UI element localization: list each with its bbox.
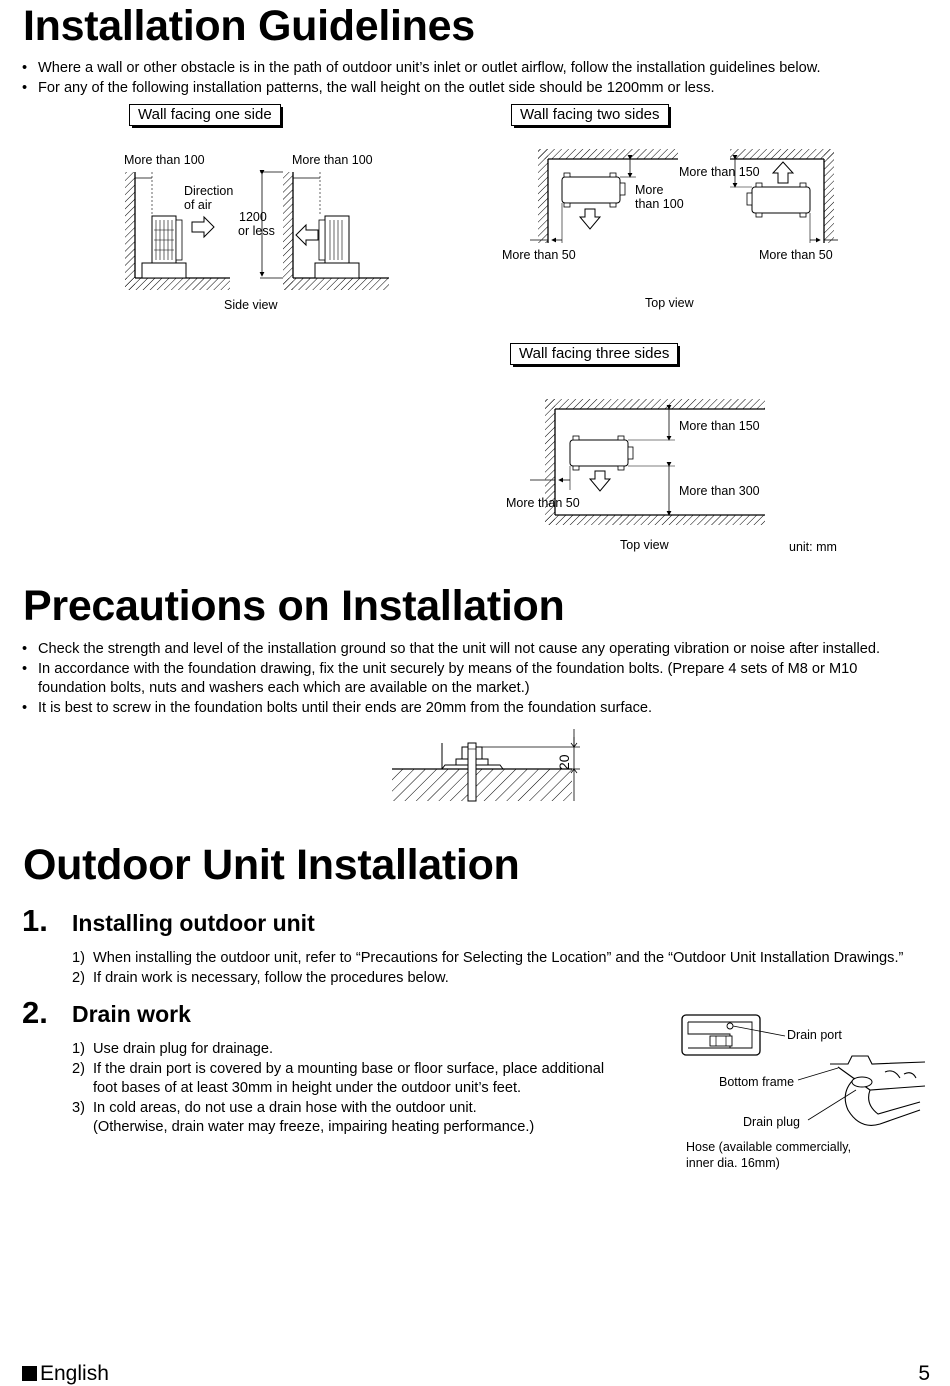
step-1-number: 1. [22,903,48,938]
outdoor-unit-top-three [570,436,633,470]
two-sides-top-150: More than 150 [679,165,760,179]
list-item: 2) If drain work is necessary, follow the procedures below. [72,969,449,986]
outdoor-unit-left [142,216,186,278]
wall-one-side-label: Wall facing one side [129,104,281,126]
drain-plug-label: Drain plug [743,1115,800,1129]
wall-two-sides-diagram [530,145,840,250]
wall-two-sides-label: Wall facing two sides [511,104,669,126]
outdoor-unit-top-right [747,183,810,217]
list-item: 2) If the drain port is covered by a mounting base or floor surface, place additional foot bases of at least 30mm in height under the outdoor unit’s feet. [72,1060,605,1096]
square-icon [22,1366,37,1381]
hose-label-2: inner dia. 16mm) [686,1156,780,1170]
drain-port-label: Drain port [787,1028,842,1042]
precautions-title: Precautions on Installation [23,582,565,630]
page-number: 5 [918,1362,930,1385]
list-item: 1) Use drain plug for drainage. [72,1041,274,1057]
two-sides-right-50: More than 50 [759,248,833,262]
two-sides-left-50: More than 50 [502,248,576,262]
list-item: 1) When installing the outdoor unit, refer to “Precautions for Selecting the Location” and the “Outdoor Unit Installation Drawings.” [72,950,904,966]
step-1-list [72,949,903,988]
side-view-caption: Side view [224,298,278,312]
wall-three-sides-label: Wall facing three sides [510,343,678,365]
three-sides-front-300: More than 300 [679,484,760,498]
list-item: 3) In cold areas, do not use a drain hose with the outdoor unit. (Otherwise, drain water may freeze, impairing heating performance.) [72,1099,535,1135]
list-item: • In accordance with the foundation drawing, fix the unit securely by means of the foundation bolts. (Prepare 4 sets of M8 or M10 foundation bolts, nuts and washers each which are available on the market.) [22,660,858,696]
step-2-title: Drain work [72,1001,191,1027]
language-marker: English [22,1362,109,1386]
list-item: • For any of the following installation patterns, the wall height on the outlet side should be 1200mm or less. [22,79,715,96]
one-side-left-clearance: More than 100 [124,153,205,167]
bolt-dimension-label: 20 [556,754,572,770]
list-item: • It is best to screw in the foundation bolts until their ends are 20mm from the foundation surface. [22,699,653,716]
step-1-title: Installing outdoor unit [72,910,315,936]
bottom-frame-label: Bottom frame [719,1075,795,1089]
air-direction-arrow [192,217,214,237]
right-floor [283,278,389,290]
direction-label: Direction [184,184,234,198]
top-view-caption-2: Top view [620,538,669,552]
guidelines-bullet-list [22,59,821,98]
step-2-number: 2. [22,995,48,1030]
one-side-right-clearance: More than 100 [292,153,373,167]
left-wall [125,172,135,290]
list-item: • Where a wall or other obstacle is in the path of outdoor unit’s inlet or outlet airflow, follow the installation guidelines below. [22,60,821,76]
unit-note: unit: mm [789,540,837,554]
outdoor-unit-installation-title: Outdoor Unit Installation [23,841,520,889]
of-air-label: of air [184,198,212,212]
foundation-bolt-diagram [390,725,585,805]
installation-guidelines-title: Installation Guidelines [23,2,475,50]
outdoor-unit-right [315,216,359,278]
height-value: 1200 [239,210,267,224]
hose-label-1: Hose (available commercially, [686,1140,852,1154]
right-wall [283,172,293,290]
height-or-less: or less [238,224,275,238]
outdoor-unit-top-left [562,173,625,207]
three-sides-top-150: More than 150 [679,419,760,433]
top-view-caption-1: Top view [645,296,694,310]
two-sides-more: More [635,183,664,197]
left-floor [125,278,230,290]
three-sides-left-50: More than 50 [506,496,580,510]
two-sides-than-100: than 100 [635,197,684,211]
list-item: • Check the strength and level of the installation ground so that the unit will not cause any operating vibration or noise after installed. [22,641,881,657]
precautions-bullet-list [22,640,880,718]
step-2-list [72,1040,604,1138]
